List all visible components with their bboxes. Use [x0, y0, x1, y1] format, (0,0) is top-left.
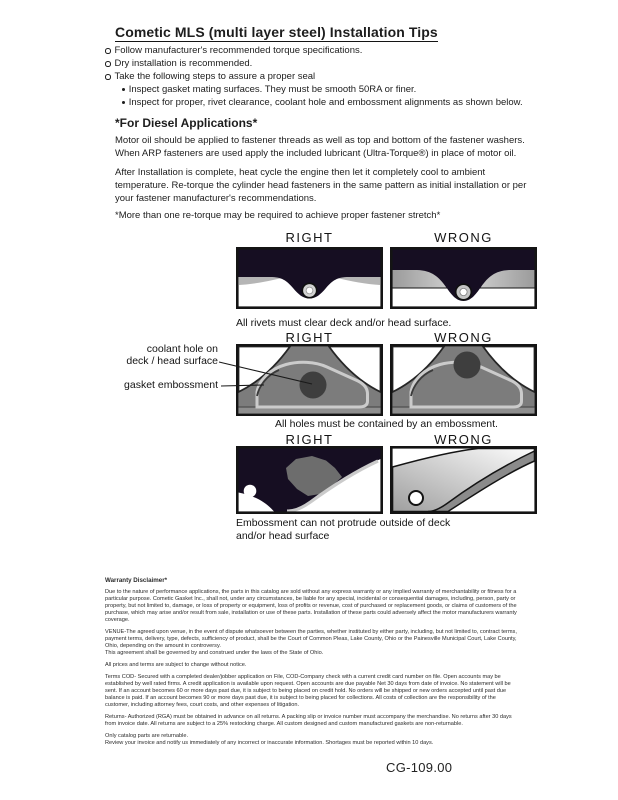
installation-tips-list — [105, 44, 535, 109]
disclaimer-paragraph: VENUE-The agreed upon venue, in the event of dispute whatsoever between the parties, whether instituted by either party, including, but not limited to, contract terms, payment terms, delivery, type, defects, sufficiency of product, shall be the Court of Common Pleas, Lake County, Ohio or the Painesville Municipal Court, Lake County, Ohio, depending on the amount in controversy. — [105, 629, 517, 649]
right-label: RIGHT — [285, 432, 334, 447]
tip-text: Dry installation is recommended. — [114, 58, 253, 69]
open-bullet-icon — [105, 48, 111, 54]
open-bullet-icon — [105, 61, 111, 67]
rivet-center — [306, 287, 313, 294]
list-item — [105, 70, 535, 83]
tip-text: Inspect for proper, rivet clearance, coolant hole and embossment alignments as shown below. — [128, 97, 523, 108]
warranty-disclaimer — [105, 577, 519, 747]
diagram-caption: All rivets must clear deck and/or head surface. — [236, 317, 452, 329]
disclaimer-paragraph: This agreement shall be governed by and construed under the laws of the State of Ohio. — [105, 650, 324, 656]
annotation-coolant-hole: coolant hole on deck / head surface — [126, 343, 218, 367]
disclaimer-paragraph: All prices and terms are subject to change without notice. — [105, 662, 247, 668]
disclaimer-paragraph: Only catalog parts are returnable. — [105, 733, 189, 739]
diagram-embossment-right — [236, 446, 383, 514]
list-item — [105, 96, 535, 109]
wrong-label: WRONG — [434, 432, 493, 447]
diesel-applications-heading: *For Diesel Applications* — [115, 116, 258, 130]
diagram-caption: All holes must be contained by an embossment. — [275, 418, 498, 430]
rivet-center — [460, 288, 467, 295]
tip-text: Inspect gasket mating surfaces. They must be smooth 50RA or finer. — [128, 84, 417, 95]
list-item — [105, 83, 535, 96]
disclaimer-heading: Warranty Disclaimer* — [105, 577, 168, 584]
filled-bullet-icon — [122, 101, 125, 104]
annotation-gasket-embossment: gasket embossment — [124, 379, 218, 391]
bolt-hole — [409, 491, 423, 505]
leader-line-embossment — [221, 385, 264, 386]
page-number: CG-109.00 — [386, 760, 453, 775]
diesel-paragraph-2: After Installation is complete, heat cycle the engine then let it completely cool to ambient temperature. Re-torque the cylinder head fasteners in the same pattern as initial installation or per your fastener manufacturer's recommendations. — [115, 167, 527, 204]
diagram-coolant-wrong — [390, 344, 537, 416]
bolt-hole — [244, 485, 257, 498]
tip-text: Take the following steps to assure a proper seal — [114, 71, 316, 82]
right-label: RIGHT — [285, 330, 334, 345]
list-item — [105, 57, 535, 70]
wrong-label: WRONG — [434, 230, 493, 245]
right-label: RIGHT — [285, 230, 334, 245]
disclaimer-paragraph: Review your invoice and notify us immediately of any incorrect or inaccurate information. Shortages must be reported within 10 days. — [105, 740, 434, 746]
diagram-rivet-wrong — [390, 247, 537, 309]
deck-surface-shape — [239, 277, 286, 285]
deck-surface-shape — [333, 277, 380, 285]
diagram-caption: Embossment can not protrude outside of deck and/or head surface — [236, 517, 451, 542]
diagram-rivet-right — [236, 247, 383, 309]
disclaimer-paragraph: Terms COD- Secured with a completed dealer/jobber application on File, COD-Company check with a current credit card number on file. Open accounts may be established by well rated firms. A credit application is available upon request. Open accounts are due payable Net 30 days from date of invoice. No statement will be sent. If an account becomes 60 or more days past due, it is subject to being placed on credit hold. No orders will be shipped or new orders accepted until past due balance is paid. If an account becomes 90 or more days past due, it is subject to being placed for collections. All costs of collection are the responsibility of the customer, including attorney fees, court costs, and other expenses of litigation. — [105, 674, 511, 708]
filled-bullet-icon — [122, 88, 125, 91]
disclaimer-paragraph: Due to the nature of performance applications, the parts in this catalog are sold without any express warranty or any implied warranty of merchantability or fitness for a particular purpose. Cometic Gasket Inc., shall not, under any circumstances, be liable for any special, incidental or consequential damages, including, person, party or property, but not limited to, damage, or loss of property or equipment, loss of profits or revenue, cost of purchased or replacement goods, or claims of customers of the purchase, which may arise and/or result from sale, installation or use of these parts. Installation of these parts could adversely affect the motor manufacturers warranty coverage. — [105, 589, 517, 623]
page-title: Cometic MLS (multi layer steel) Installation Tips — [115, 24, 438, 40]
diesel-paragraph-1: Motor oil should be applied to fastener threads as well as top and bottom of the fastener washers. When ARP fasteners are used apply the included lubricant (Ultra-Torque®) in place of motor oil. — [115, 135, 525, 159]
leader-line-coolant — [219, 362, 312, 384]
tip-text: Follow manufacturer's recommended torque specifications. — [114, 45, 363, 56]
coolant-hole — [454, 352, 481, 379]
disclaimer-paragraph: Returns- Authorized (RGA) must be obtained in advance on all returns. A packing slip or invoice number must accompany the merchandise. No returns after 30 days from invoice date. All returns are subject to a 25% restocking charge. All custom designed and custom manufactured gaskets are non-returnable. — [105, 714, 512, 727]
wrong-label: WRONG — [434, 330, 493, 345]
retorque-note: *More than one re-torque may be required to achieve proper fastener stretch* — [115, 210, 441, 221]
list-item — [105, 44, 535, 57]
open-bullet-icon — [105, 74, 111, 80]
annotation-leader-lines — [216, 356, 316, 392]
diagram-embossment-wrong — [390, 446, 537, 514]
